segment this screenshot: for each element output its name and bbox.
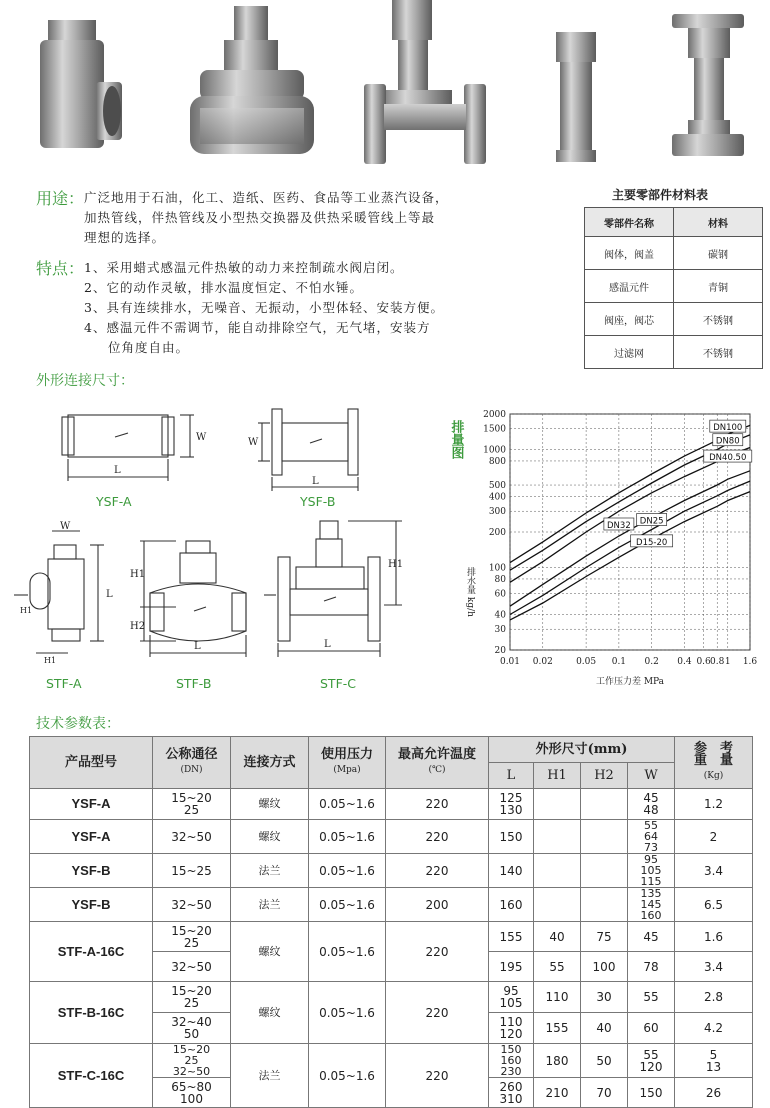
cell-w: 60 — [628, 1013, 675, 1044]
table-row — [30, 922, 753, 952]
materials-part: 过滤网 — [585, 336, 674, 369]
label-stf-a: STF-A — [46, 676, 82, 691]
cell-conn: 螺纹 — [231, 820, 309, 854]
materials-header: 零部件名称 — [585, 208, 674, 237]
tech-label: 技术参数表： — [36, 716, 120, 732]
cell-h1: 40 — [534, 922, 581, 952]
photo-stf-b — [190, 6, 314, 154]
photo-ysf-a-inline — [556, 32, 596, 162]
photo-stf-c — [364, 0, 486, 164]
cell-w: 45 — [628, 922, 675, 952]
cell-w: 78 — [628, 952, 675, 982]
x-tick-label: 0.01 — [499, 657, 521, 667]
header-temp: 最高允许温度 (℃) — [386, 737, 489, 789]
y-tick-label: 300 — [488, 507, 506, 518]
cell-weight: 1.2 — [675, 789, 753, 820]
materials-material: 不锈钢 — [674, 336, 763, 369]
series-label: DN25 — [639, 516, 664, 527]
cell-l: 95 105 — [489, 982, 534, 1013]
table-row — [30, 982, 753, 1013]
feature-line: 4、感温元件不需调节，能自动排除空气，无气堵，安装方 — [84, 320, 431, 335]
cell-dn: 32~50 — [153, 888, 231, 922]
cell-conn: 法兰 — [231, 854, 309, 888]
y-axis-label: 排水量 kg/h — [465, 567, 475, 617]
x-tick-label: 0.6 — [696, 657, 711, 667]
materials-part: 阀座，阀芯 — [585, 303, 674, 336]
cell-h2 — [581, 888, 628, 922]
drawing-stf-b — [140, 541, 246, 657]
cell-weight: 6.5 — [675, 888, 753, 922]
cell-conn: 螺纹 — [231, 789, 309, 820]
series-label: DN40.50 — [709, 453, 747, 464]
feature-line: 2、它的动作灵敏，排水温度恒定、不怕水锤。 — [84, 280, 363, 295]
cell-l: 195 — [489, 952, 534, 982]
cell-h2 — [581, 820, 628, 854]
y-tick-label: 200 — [488, 528, 506, 538]
cell-h2: 70 — [581, 1078, 628, 1108]
cell-pressure: 0.05~1.6 — [309, 922, 386, 982]
x-tick-label: 0.4 — [677, 657, 692, 667]
series-label: DN80 — [715, 436, 740, 447]
x-tick-label: 0.8 — [710, 657, 725, 667]
cell-conn: 螺纹 — [231, 982, 309, 1044]
y-tick-label: 1500 — [483, 424, 506, 435]
cell-l: 150 160 230 — [489, 1044, 534, 1078]
cell-weight: 4.2 — [675, 1013, 753, 1044]
dim-w: W — [60, 521, 71, 532]
materials-header: 材料 — [674, 208, 763, 237]
materials-part: 感温元件 — [585, 270, 674, 303]
y-tick-label: 60 — [494, 589, 506, 600]
header-pressure: 使用压力 (Mpa) — [309, 737, 386, 789]
label-ysf-a: YSF-A — [96, 494, 132, 509]
cell-h1: 55 — [534, 952, 581, 982]
cell-model: YSF-A — [30, 820, 153, 854]
table-row — [30, 888, 753, 922]
capacity-chart — [440, 402, 765, 698]
dim-h2: H2 — [130, 621, 146, 632]
cell-h1: 155 — [534, 1013, 581, 1044]
product-photos — [0, 0, 770, 175]
usage-line: 理想的选择。 — [84, 230, 166, 245]
y-tick-label: 40 — [494, 610, 506, 621]
cell-model: STF-C-16C — [30, 1044, 153, 1108]
features-label: 特点： — [36, 259, 85, 278]
photo-ysf-a — [40, 20, 122, 148]
header-w: W — [628, 763, 675, 789]
cell-pressure: 0.05~1.6 — [309, 888, 386, 922]
materials-material: 青铜 — [674, 270, 763, 303]
y-tick-label: 1000 — [483, 445, 506, 456]
drawing-ysf-a — [62, 415, 194, 481]
cell-model: STF-B-16C — [30, 982, 153, 1044]
cell-dn: 32~40 50 — [153, 1013, 231, 1044]
cell-h1: 210 — [534, 1078, 581, 1108]
cell-h2: 75 — [581, 922, 628, 952]
y-tick-label: 100 — [488, 563, 506, 574]
x-axis-label: 工作压力差 MPa — [595, 677, 665, 687]
cell-weight: 2.8 — [675, 982, 753, 1013]
table-row — [30, 820, 753, 854]
cell-pressure: 0.05~1.6 — [309, 854, 386, 888]
cell-dn: 32~50 — [153, 952, 231, 982]
dim-h1: H1 — [130, 569, 146, 580]
header-l: L — [489, 763, 534, 789]
dim-h1: H1 — [20, 606, 33, 615]
x-tick-label: 0.05 — [576, 657, 597, 667]
y-tick-label: 500 — [488, 481, 506, 492]
cell-weight: 26 — [675, 1078, 753, 1108]
usage-line: 加热管线，伴热管线及小型热交换器及供热采暖管线上等最 — [84, 210, 436, 225]
cell-dn: 65~80 100 — [153, 1078, 231, 1108]
y-tick-label: 30 — [494, 625, 506, 636]
cell-dn: 15~20 25 — [153, 982, 231, 1013]
label-ysf-b: YSF-B — [300, 494, 336, 509]
cell-w: 55 64 73 — [628, 820, 675, 854]
header-dims: 外形尺寸(mm) — [489, 737, 675, 763]
cell-h1: 180 — [534, 1044, 581, 1078]
cell-h2: 40 — [581, 1013, 628, 1044]
cell-temp: 220 — [386, 854, 489, 888]
dim-l: L — [106, 589, 113, 600]
series-label: DN100 — [713, 423, 743, 434]
dim-l: L — [324, 639, 331, 650]
x-tick-label: 1 — [724, 657, 731, 667]
cell-h1 — [534, 854, 581, 888]
cell-h2 — [581, 789, 628, 820]
header-h1: H1 — [534, 763, 581, 789]
chart-title: 排量图 — [448, 420, 464, 459]
cell-l: 110 120 — [489, 1013, 534, 1044]
usage-label: 用途： — [36, 189, 85, 208]
cell-w: 55 — [628, 982, 675, 1013]
y-tick-label: 80 — [494, 574, 506, 585]
materials-part: 阀体，阀盖 — [585, 237, 674, 270]
dimension-drawings — [0, 395, 420, 695]
feature-line: 3、具有连续排水，无噪音、无振动，小型体轻、安装方便。 — [84, 300, 444, 315]
tech-table — [29, 736, 753, 1108]
header-h2: H2 — [581, 763, 628, 789]
cell-conn: 法兰 — [231, 888, 309, 922]
y-tick-label: 2000 — [483, 410, 506, 420]
cell-model: YSF-B — [30, 888, 153, 922]
features-text — [84, 258, 564, 358]
cell-temp: 220 — [386, 789, 489, 820]
table-row — [30, 854, 753, 888]
cell-l: 155 — [489, 922, 534, 952]
feature-line: 1、采用蜡式感温元件热敏的动力来控制疏水阀启闭。 — [84, 260, 404, 275]
cell-conn: 螺纹 — [231, 922, 309, 982]
cell-w: 135 145 160 — [628, 888, 675, 922]
cell-weight: 1.6 — [675, 922, 753, 952]
x-tick-label: 1.6 — [742, 657, 758, 667]
materials-material: 碳钢 — [674, 237, 763, 270]
series-label: D15-20 — [636, 537, 668, 548]
cell-dn: 15~20 25 32~50 — [153, 1044, 231, 1078]
y-tick-label: 400 — [488, 492, 506, 503]
cell-w: 95 105 115 — [628, 854, 675, 888]
drawing-ysf-b — [258, 409, 358, 491]
dim-h1: H1 — [388, 559, 404, 570]
photo-ysf-b — [672, 14, 744, 156]
cell-model: STF-A-16C — [30, 922, 153, 982]
cell-l: 140 — [489, 854, 534, 888]
cell-dn: 15~20 25 — [153, 922, 231, 952]
cell-dn: 15~25 — [153, 854, 231, 888]
cell-w: 55 120 — [628, 1044, 675, 1078]
cell-pressure: 0.05~1.6 — [309, 820, 386, 854]
y-tick-label: 800 — [488, 456, 506, 467]
header-weight: 参 考 重 量 (Kg) — [675, 737, 753, 789]
dim-h1: H1 — [44, 656, 57, 665]
cell-temp: 220 — [386, 922, 489, 982]
cell-l: 260 310 — [489, 1078, 534, 1108]
cell-temp: 220 — [386, 820, 489, 854]
cell-weight: 5 13 — [675, 1044, 753, 1078]
cell-h2: 100 — [581, 952, 628, 982]
dim-w: W — [196, 432, 207, 443]
table-row — [30, 789, 753, 820]
cell-weight: 2 — [675, 820, 753, 854]
cell-weight: 3.4 — [675, 952, 753, 982]
usage-text — [84, 188, 554, 248]
cell-temp: 220 — [386, 1044, 489, 1108]
header-dn: 公称通径 (DN) — [153, 737, 231, 789]
y-tick-label: 20 — [494, 646, 506, 656]
label-stf-c: STF-C — [320, 676, 356, 691]
dim-w: W — [248, 437, 259, 448]
x-tick-label: 0.2 — [644, 657, 659, 667]
cell-h1: 110 — [534, 982, 581, 1013]
cell-w: 45 48 — [628, 789, 675, 820]
cell-pressure: 0.05~1.6 — [309, 789, 386, 820]
label-stf-b: STF-B — [176, 676, 212, 691]
x-tick-label: 0.1 — [611, 657, 627, 667]
cell-dn: 15~20 25 — [153, 789, 231, 820]
table-row — [30, 1044, 753, 1078]
header-conn: 连接方式 — [231, 737, 309, 789]
materials-table — [584, 207, 763, 369]
cell-dn: 32~50 — [153, 820, 231, 854]
drawing-stf-a — [14, 531, 104, 653]
cell-conn: 法兰 — [231, 1044, 309, 1108]
header-model: 产品型号 — [30, 737, 153, 789]
dimensions-label: 外形连接尺寸： — [36, 373, 134, 389]
series-label: DN32 — [607, 520, 631, 531]
cell-pressure: 0.05~1.6 — [309, 1044, 386, 1108]
cell-h2 — [581, 854, 628, 888]
cell-weight: 3.4 — [675, 854, 753, 888]
feature-line: 位角度自由。 — [108, 340, 190, 355]
cell-model: YSF-B — [30, 854, 153, 888]
cell-h2: 50 — [581, 1044, 628, 1078]
cell-temp: 220 — [386, 982, 489, 1044]
drawing-stf-c — [264, 521, 402, 657]
materials-title: 主要零部件材料表 — [612, 188, 709, 202]
cell-h1 — [534, 789, 581, 820]
cell-model: YSF-A — [30, 789, 153, 820]
dim-l: L — [114, 465, 121, 476]
cell-w: 150 — [628, 1078, 675, 1108]
usage-line: 广泛地用于石油，化工、造纸、医药、食品等工业蒸汽设备， — [84, 190, 449, 205]
cell-l: 125 130 — [489, 789, 534, 820]
cell-l: 160 — [489, 888, 534, 922]
dim-l: L — [194, 641, 201, 652]
cell-l: 150 — [489, 820, 534, 854]
dim-l: L — [312, 476, 319, 487]
cell-pressure: 0.05~1.6 — [309, 982, 386, 1044]
cell-h2: 30 — [581, 982, 628, 1013]
materials-material: 不锈钢 — [674, 303, 763, 336]
x-tick-label: 0.02 — [532, 657, 553, 667]
cell-h1 — [534, 888, 581, 922]
cell-h1 — [534, 820, 581, 854]
cell-temp: 200 — [386, 888, 489, 922]
